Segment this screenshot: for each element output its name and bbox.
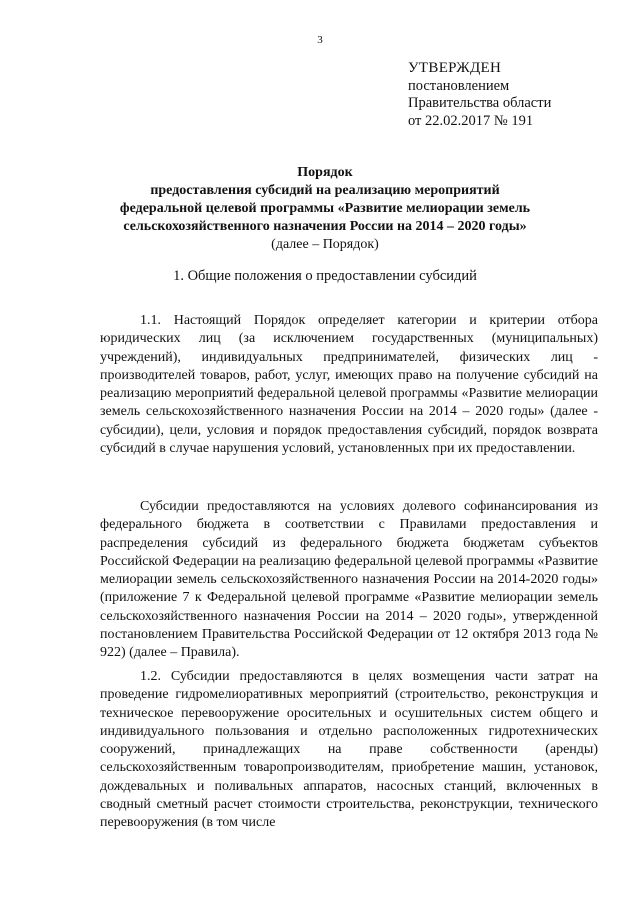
approval-line-3: от 22.02.2017 № 191 — [408, 112, 534, 129]
paragraph-1-1-text: 1.1. Настоящий Порядок определяет категории и критерии отбора юридических лиц (за исключением государственных (муниципальных) учреждений), индивидуальных предпринимателей, физических лиц - производителей товаров, работ, услуг, имеющих право на получение субсидий на реализацию мероприятий федеральной целевой программы «Развитие мелиорации земель сельскохозяйственного назначения России на 2014 – 2020 годы» (далее - субсидии), цели, условия и порядок предоставления субсидий, порядок возврата субсидий в случае нарушения условий, установленных при их предоставлении. — [100, 313, 598, 457]
paragraph-1-2-text: 1.2. Субсидии предоставляются в целях возмещения части затрат на проведение гидромелиоративных мероприятий (строительство, реконструкция и техническое перевооружение оросительных и осушительных систем общего и индивидуального пользования и отдельно расположенных гидротехнических сооружений, принадлежащих на праве собственности (аренды) сельскохозяйственным товаропроизводителям, приобретение машин, установок, дождевальных и поливальных аппаратов, насосных станций, включенных в сводный сметный расчет стоимости строительства, реконструкции, технического перевооружения (в том числе — [100, 669, 598, 831]
approval-stamp-block — [408, 60, 551, 130]
paragraph-subsidy-conditions — [100, 498, 598, 663]
approval-stamp-title: УТВЕРЖДЕН — [408, 60, 502, 76]
paragraph-1-1 — [100, 312, 598, 458]
title-line-5: (далее – Порядок) — [271, 237, 379, 252]
approval-line-1: постановлением — [408, 77, 510, 94]
document-title — [90, 164, 560, 254]
section-heading-1: 1. Общие положения о предоставлении субсидий — [173, 268, 477, 284]
paragraph-1-2 — [100, 668, 598, 833]
paragraph-subsidy-conditions-text: Субсидии предоставляются на условиях долевого софинансирования из федерального бюджета в соответствии с Правилами предоставления и распределения субсидий из федерального бюджета бюджетам субъектов Российской Федерации на реализацию федеральной целевой программы «Развитие мелиорации земель сельскохозяйственного назначения России на 2014-2020 годы» (приложение 7 к Федеральной целевой программе «Развитие мелиорации земель сельскохозяйственного назначения России на 2014 – 2020 годы», утвержденной постановлением Правительства Российской Федерации от 12 октября 2013 года № 922) (далее – Правила). — [100, 499, 598, 661]
approval-line-2: Правительства области — [408, 95, 552, 111]
page-number: 3 — [317, 34, 323, 46]
title-line-4: сельскохозяйственного назначения России на 2014 – 2020 годы» — [123, 219, 527, 234]
title-line-2: предоставления субсидий на реализацию мероприятий — [150, 183, 500, 198]
title-line-3: федеральной целевой программы «Развитие мелиорации земель — [119, 201, 531, 216]
title-line-1: Порядок — [297, 165, 353, 180]
